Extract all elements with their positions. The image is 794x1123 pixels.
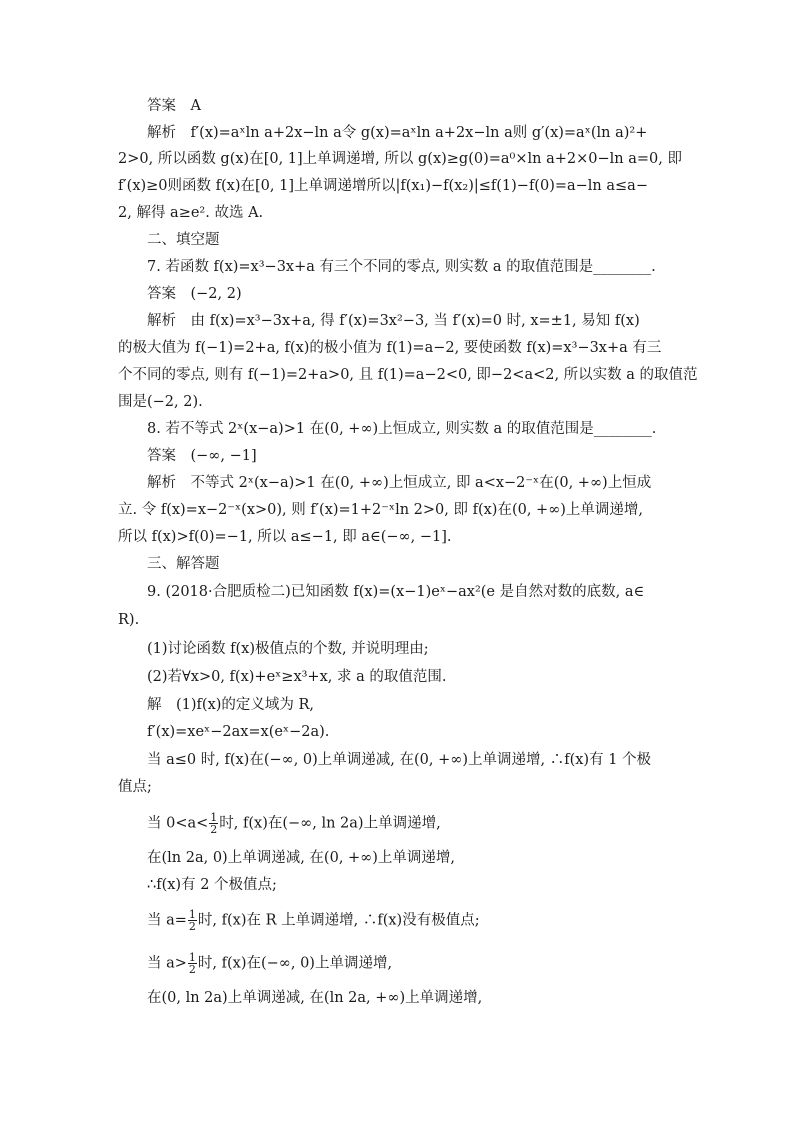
question-7: 7. 若函数 f(x)=x³−3x+a 有三个不同的零点, 则实数 a 的取值范围是________. xyxy=(147,259,656,275)
question-9-line2: R). xyxy=(118,612,140,628)
case4-post: 时, f(x)在(−∞, 0)上单调递增, xyxy=(197,955,393,972)
solution-9-case3 xyxy=(147,909,678,932)
analysis-8-line2: 立. 令 f(x)=x−2⁻ˣ(x>0), 则 f′(x)=1+2⁻ˣln 2>0, 即 f(x)在(0, +∞)上单调递增, xyxy=(118,502,644,518)
analysis-7-line4: 围是(−2, 2). xyxy=(118,394,203,410)
solution-9-line3: 当 a≤0 时, f(x)在(−∞, 0)上单调递减, 在(0, +∞)上单调递增, ∴f(x)有 1 个极 xyxy=(147,752,652,768)
solution-9-case4b: 在(0, ln 2a)上单调递减, 在(ln 2a, +∞)上单调递增, xyxy=(147,990,483,1006)
solution-9-case2 xyxy=(147,812,678,835)
fraction-one-half: $\frac{1}{2}$ xyxy=(188,908,196,933)
solution-9-line2: f′(x)=xeˣ−2ax=x(eˣ−2a). xyxy=(147,724,330,740)
solution-9-line1: 解 (1)f(x)的定义域为 R, xyxy=(147,697,315,713)
analysis-6-line4: 2, 解得 a≥e². 故选 A. xyxy=(118,205,264,221)
answer-8: 答案 (−∞, −1] xyxy=(147,448,257,464)
analysis-8-line3: 所以 f(x)>f(0)=−1, 所以 a≤−1, 即 a∈(−∞, −1]. xyxy=(118,529,452,545)
case2-post: 时, f(x)在(−∞, ln 2a)上单调递增, xyxy=(219,815,441,832)
analysis-6-line2: 2>0, 所以函数 g(x)在[0, 1]上单调递增, 所以 g(x)≥g(0)=a⁰×ln a+2×0−ln a=0, 即 xyxy=(118,151,682,167)
case4-pre: 当 a> xyxy=(147,955,187,972)
answer-6: 答案 A xyxy=(147,98,201,114)
solution-9-line4: 值点; xyxy=(118,779,152,795)
analysis-7-line3: 个不同的零点, 则有 f(−1)=2+a>0, 且 f(1)=a−2<0, 即−2<a<2, 所以实数 a 的取值范 xyxy=(118,367,698,383)
question-9-line1: 9. (2018·合肥质检二)已知函数 f(x)=(x−1)eˣ−ax²(e 是自然对数的底数, a∈ xyxy=(147,584,645,600)
analysis-6-line1: 解析 f′(x)=aˣln a+2x−ln a令 g(x)=aˣln a+2x−ln a则 g′(x)=aˣ(ln a)²+ xyxy=(147,125,648,141)
section-heading-solve: 三、解答题 xyxy=(147,556,220,572)
analysis-6-line3: f′(x)≥0则函数 f(x)在[0, 1]上单调递增所以|f(x₁)−f(x₂)|≤f(1)−f(0)=a−ln a≤a− xyxy=(118,178,648,194)
solution-9-case4 xyxy=(147,952,678,975)
solution-9-case2b: 在(ln 2a, 0)上单调递减, 在(0, +∞)上单调递增, xyxy=(147,850,456,866)
question-8: 8. 若不等式 2ˣ(x−a)>1 在(0, +∞)上恒成立, 则实数 a 的取值范围是________. xyxy=(147,421,657,437)
fraction-one-half: $\frac{1}{2}$ xyxy=(188,951,196,976)
case2-pre: 当 0<a< xyxy=(147,815,209,832)
question-9-part1: (1)讨论函数 f(x)极值点的个数, 并说明理由; xyxy=(147,641,429,657)
case3-post: 时, f(x)在 R 上单调递增, ∴f(x)没有极值点; xyxy=(197,912,480,929)
analysis-8-line1: 解析 不等式 2ˣ(x−a)>1 在(0, +∞)上恒成立, 即 a<x−2⁻ˣ在(0, +∞)上恒成 xyxy=(147,475,652,491)
fraction-one-half: $\frac{1}{2}$ xyxy=(210,811,218,836)
question-9-part2: (2)若∀x>0, f(x)+eˣ≥x³+x, 求 a 的取值范围. xyxy=(147,669,447,685)
answer-7: 答案 (−2, 2) xyxy=(147,286,242,302)
solution-9-case2c: ∴f(x)有 2 个极值点; xyxy=(147,877,277,893)
analysis-7-line2: 的极大值为 f(−1)=2+a, f(x)的极小值为 f(1)=a−2, 要使函数 f(x)=x³−3x+a 有三 xyxy=(118,340,662,356)
analysis-7-line1: 解析 由 f(x)=x³−3x+a, 得 f′(x)=3x²−3, 当 f′(x)=0 时, x=±1, 易知 f(x) xyxy=(147,313,640,329)
case3-pre: 当 a= xyxy=(147,912,187,929)
section-heading-fill: 二、填空题 xyxy=(147,232,220,248)
